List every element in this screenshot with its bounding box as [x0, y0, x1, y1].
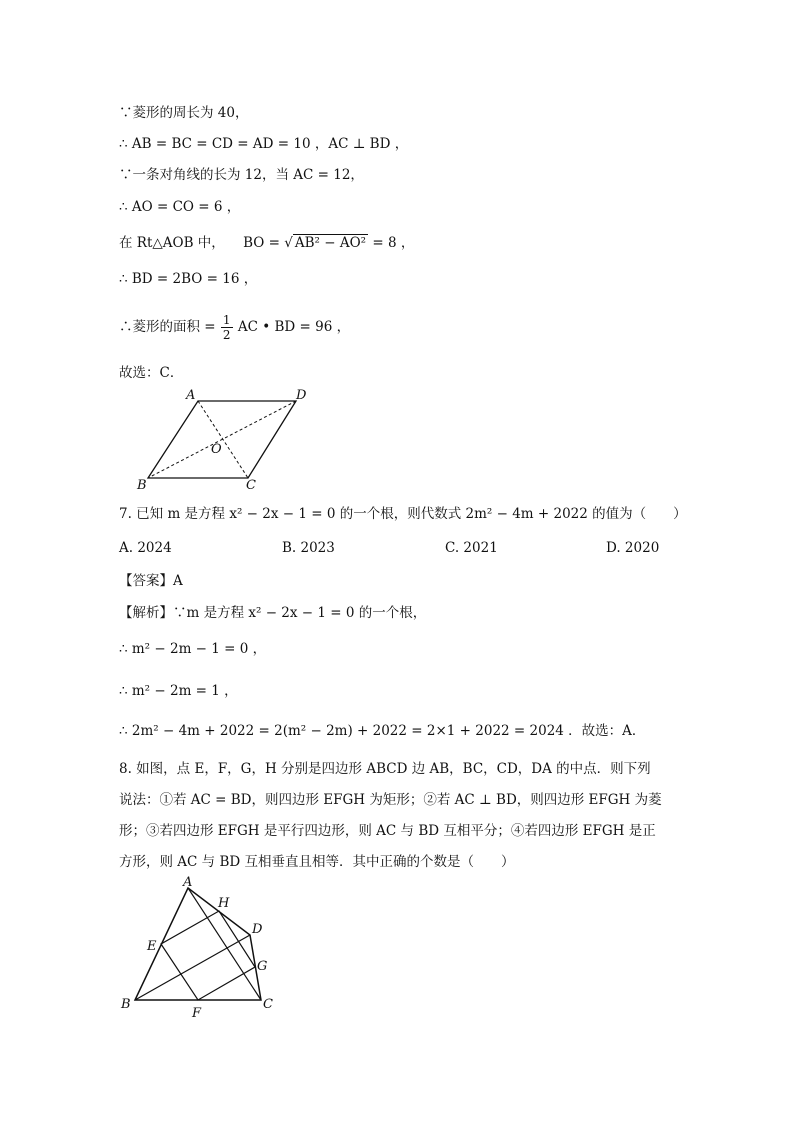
solution-line-2: ∴ AB = BC = CD = AD = 10 ，AC ⊥ BD ， [119, 136, 409, 152]
label-d: D [252, 922, 263, 937]
label-b: B [121, 997, 131, 1012]
q7-option-b: B. 2023 [282, 540, 335, 556]
q8-line-1: 8. 如图，点 E，F，G，H 分别是四边形 ABCD 边 AB，BC，CD，DA 的中点．则下列 [119, 761, 651, 777]
sqrt-expression: AB² − AO² [294, 235, 367, 251]
label-o: O [211, 442, 222, 457]
q7-answer: 【答案】A [119, 573, 183, 589]
solution-line-1: ∵菱形的周长为 40， [119, 105, 249, 121]
q7-option-c: C. 2021 [445, 540, 498, 556]
label-b: B [137, 478, 147, 492]
line5-lhs: BO = [243, 235, 280, 251]
sqrt-sign: √ [284, 235, 293, 251]
solution-line-6: ∴ BD = 2BO = 16 ， [119, 271, 258, 287]
solution-line-8: 故选：C． [119, 365, 184, 381]
midpoint-quadrilateral-efgh [161, 911, 255, 1000]
solution-line-4: ∴ AO = CO = 6 ， [119, 199, 241, 215]
q7-analysis: 【解析】∵m 是方程 x² − 2x − 1 = 0 的一个根， [119, 605, 427, 621]
label-d: D [296, 388, 307, 403]
label-c: C [263, 997, 273, 1012]
label-e: E [147, 939, 157, 954]
q8-line-2: 说法：①若 AC = BD，则四边形 EFGH 为矩形；②若 AC ⊥ BD，则四边形 EFGH 为菱 [119, 792, 662, 808]
solution-line-5 [119, 234, 414, 252]
fraction-numerator: 1 [222, 313, 231, 327]
diagonal-bd [148, 401, 296, 478]
label-g: G [257, 959, 268, 974]
q7-option-d: D. 2020 [606, 540, 660, 556]
q7-step-2: ∴ m² − 2m = 1 ， [119, 683, 238, 699]
label-a: A [183, 875, 193, 890]
solution-line-3: ∵一条对角线的长为 12，当 AC = 12， [119, 167, 364, 183]
fraction-denominator: 2 [222, 328, 231, 342]
label-a: A [186, 388, 196, 403]
line7-rest: AC • BD = 96 ， [237, 319, 351, 335]
fraction-one-half [221, 313, 233, 342]
label-f: F [192, 1006, 202, 1020]
label-h: H [218, 896, 230, 911]
rhombus-figure [130, 382, 320, 492]
q7-step-1: ∴ m² − 2m − 1 = 0 ， [119, 641, 267, 657]
line5-rhs: = 8 ， [372, 235, 415, 251]
label-c: C [246, 478, 256, 492]
q8-line-3: 形；③若四边形 EFGH 是平行四边形，则 AC 与 BD 互相平分；④若四边形 EFGH 是正 [119, 823, 656, 839]
solution-line-7 [119, 313, 350, 342]
line5-prefix: 在 Rt△AOB 中， [119, 235, 225, 251]
q7-option-a: A. 2024 [119, 540, 172, 556]
quadrilateral-figure [115, 875, 290, 1020]
q8-line-4: 方形，则 AC 与 BD 互相垂直且相等．其中正确的个数是（ ） [119, 854, 515, 870]
line7-prefix: ∴菱形的面积 = [119, 319, 216, 335]
q7-stem: 7. 已知 m 是方程 x² − 2x − 1 = 0 的一个根，则代数式 2m² − 4m + 2022 的值为（ ） [119, 506, 687, 522]
q7-step-3: ∴ 2m² − 4m + 2022 = 2(m² − 2m) + 2022 = 2×1 + 2022 = 2024 ．故选：A． [119, 723, 646, 739]
